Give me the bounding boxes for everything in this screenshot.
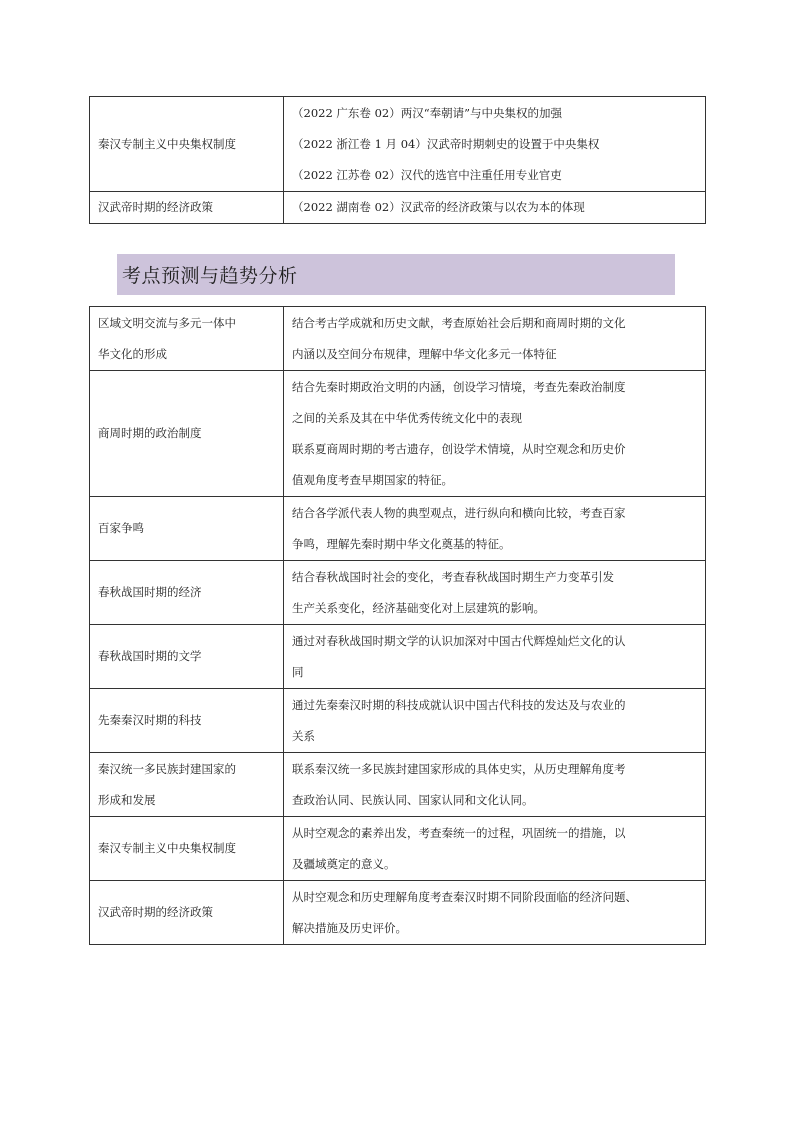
desc-text: 通过先秦秦汉时期的科技成就认识中国古代科技的发达及与农业的 — [292, 697, 626, 712]
table-row — [90, 753, 706, 817]
items-cell — [284, 97, 706, 192]
desc-cell — [284, 753, 706, 817]
topic-cell — [90, 561, 284, 625]
desc-cell — [284, 371, 706, 497]
topic-cell — [90, 192, 284, 224]
table-row — [90, 817, 706, 881]
topic-text: 华文化的形成 — [98, 346, 167, 361]
topic-cell — [90, 881, 284, 945]
desc-text: 结合各学派代表人物的典型观点，进行纵向和横向比较，考查百家 — [292, 505, 626, 520]
desc-cell — [284, 817, 706, 881]
table-row — [90, 881, 706, 945]
topic-cell — [90, 817, 284, 881]
topic-text: 秦汉专制主义中央集权制度 — [98, 841, 236, 855]
topic-cell — [90, 753, 284, 817]
desc-cell — [284, 561, 706, 625]
topic-text: 商周时期的政治制度 — [98, 426, 202, 440]
table-row — [90, 97, 706, 192]
topic-text: 汉武帝时期的经济政策 — [98, 905, 213, 919]
topic-text: 先秦秦汉时期的科技 — [98, 713, 202, 727]
desc-text: 结合考古学成就和历史文献，考查原始社会后期和商周时期的文化 — [292, 315, 626, 330]
topic-cell — [90, 371, 284, 497]
desc-text: 解决措施及历史评价。 — [292, 920, 407, 935]
exam-item: （2022 浙江卷 1 月 04）汉武帝时期刺史的设置于中央集权 — [292, 136, 600, 151]
table-row — [90, 192, 706, 224]
desc-text: 通过对春秋战国时期文学的认识加深对中国古代辉煌灿烂文化的认 — [292, 633, 626, 648]
topic-text: 形成和发展 — [98, 792, 156, 807]
desc-text: 关系 — [292, 728, 315, 743]
items-cell — [284, 192, 706, 224]
table-row — [90, 561, 706, 625]
table-row — [90, 371, 706, 497]
table-row — [90, 689, 706, 753]
desc-text: 查政治认同、民族认同、国家认同和文化认同。 — [292, 792, 534, 807]
desc-text: 结合先秦时期政治文明的内涵，创设学习情境，考查先秦政治制度 — [292, 379, 626, 394]
table-row — [90, 497, 706, 561]
desc-cell — [284, 497, 706, 561]
topic-text: 秦汉专制主义中央集权制度 — [98, 136, 236, 151]
desc-text: 从时空观念和历史理解角度考查秦汉时期不同阶段面临的经济问题、 — [292, 889, 637, 904]
desc-text: 生产关系变化，经济基础变化对上层建筑的影响。 — [292, 600, 545, 615]
topic-cell — [90, 307, 284, 371]
desc-text: 及疆域奠定的意义。 — [292, 856, 396, 871]
desc-cell — [284, 625, 706, 689]
desc-text: 联系夏商周时期的考古遗存，创设学术情境，从时空观念和历史价 — [292, 441, 626, 456]
topic-text: 秦汉统一多民族封建国家的 — [98, 761, 236, 776]
desc-cell — [284, 307, 706, 371]
topic-cell — [90, 97, 284, 192]
table-row — [90, 307, 706, 371]
section-title: 考点预测与趋势分析 — [122, 265, 298, 287]
past-exam-table — [89, 96, 706, 224]
forecast-table — [89, 306, 706, 945]
desc-text: 同 — [292, 664, 304, 679]
topic-cell — [90, 497, 284, 561]
topic-text: 春秋战国时期的文学 — [98, 649, 202, 663]
desc-text: 联系秦汉统一多民族封建国家形成的具体史实，从历史理解角度考 — [292, 761, 626, 776]
topic-cell — [90, 689, 284, 753]
desc-text: 争鸣，理解先秦时期中华文化奠基的特征。 — [292, 536, 511, 551]
exam-item: （2022 广东卷 02）两汉“奉朝请”与中央集权的加强 — [292, 105, 562, 120]
topic-text: 区域文明交流与多元一体中 — [98, 315, 236, 330]
desc-text: 之间的关系及其在中华优秀传统文化中的表现 — [292, 410, 522, 425]
topic-text: 汉武帝时期的经济政策 — [98, 200, 213, 214]
desc-text: 从时空观念的素养出发，考查秦统一的过程，巩固统一的措施，以 — [292, 825, 626, 840]
topic-text: 春秋战国时期的经济 — [98, 585, 202, 599]
topic-cell — [90, 625, 284, 689]
desc-text: 结合春秋战国时社会的变化，考查春秋战国时期生产力变革引发 — [292, 569, 614, 584]
desc-cell — [284, 881, 706, 945]
exam-item: （2022 湖南卷 02）汉武帝的经济政策与以农为本的体现 — [292, 200, 585, 214]
topic-text: 百家争鸣 — [98, 521, 144, 535]
desc-text: 内涵以及空间分布规律，理解中华文化多元一体特征 — [292, 346, 557, 361]
exam-item: （2022 江苏卷 02）汉代的选官中注重任用专业官吏 — [292, 167, 562, 182]
table-row — [90, 625, 706, 689]
section-banner — [117, 254, 675, 295]
desc-cell — [284, 689, 706, 753]
desc-text: 值观角度考查早期国家的特征。 — [292, 472, 453, 487]
